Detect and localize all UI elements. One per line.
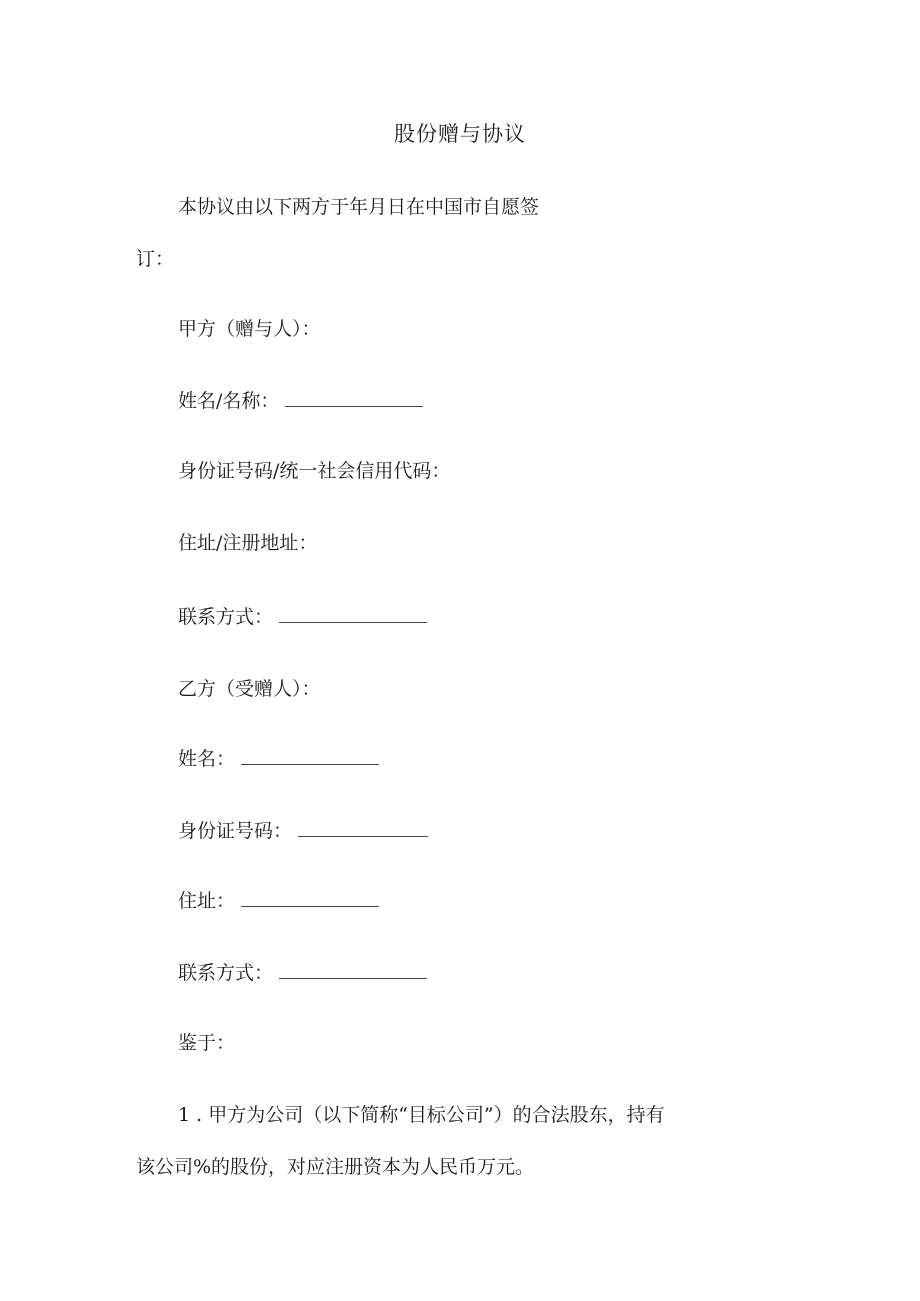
party-b-id-label: 身份证号码： — [178, 820, 293, 842]
party-a-id-label: 身份证号码/统一社会信用代码： — [178, 460, 451, 482]
party-b-address-label: 住址： — [178, 890, 236, 912]
party-b-heading: 乙方（受赠人）： — [178, 678, 321, 700]
clause-1-line-1: 1 . 甲方为公司（以下简称“目标公司”）的合法股东，持有 — [178, 1104, 665, 1126]
party-b-address-row — [178, 888, 379, 914]
party-b-contact-blank[interactable] — [279, 960, 427, 979]
party-b-name-label: 姓名： — [178, 748, 236, 770]
party-a-name-row — [178, 388, 423, 414]
party-b-id-row — [178, 818, 428, 844]
party-a-name-label: 姓名/名称： — [178, 390, 280, 412]
party-b-contact-row — [178, 960, 427, 986]
party-a-id-row — [178, 458, 450, 484]
document-title: 股份赠与协议 — [394, 122, 526, 146]
whereas-heading: 鉴于： — [178, 1032, 236, 1054]
intro-line-1: 本协议由以下两方于年月日在中国市自愿签 — [178, 196, 540, 218]
party-a-address-label: 住址/注册地址： — [178, 532, 318, 554]
intro-line-2: 订： — [136, 248, 175, 270]
party-b-name-blank[interactable] — [241, 746, 379, 765]
party-a-name-blank[interactable] — [285, 388, 423, 407]
clause-1-line-2: 该公司%的股份，对应注册资本为人民币万元。 — [136, 1156, 535, 1178]
party-a-contact-label: 联系方式： — [178, 606, 274, 628]
party-b-address-blank[interactable] — [241, 888, 379, 907]
party-a-contact-row — [178, 604, 427, 630]
party-a-heading: 甲方（赠与人）： — [178, 318, 321, 340]
party-b-contact-label: 联系方式： — [178, 962, 274, 984]
party-a-address-row — [178, 530, 317, 556]
party-b-name-row — [178, 746, 379, 772]
party-a-contact-blank[interactable] — [279, 604, 427, 623]
party-b-id-blank[interactable] — [298, 818, 428, 837]
